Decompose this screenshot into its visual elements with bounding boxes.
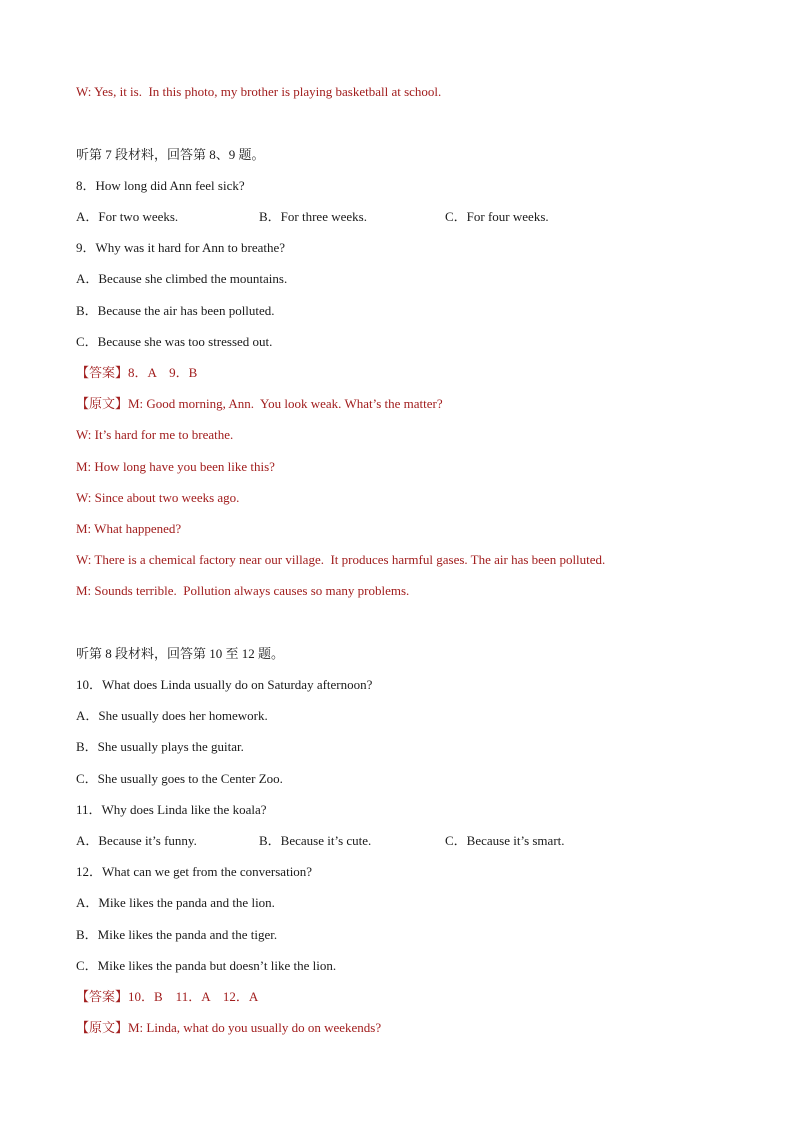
option-a: A．Because she climbed the mountains. bbox=[76, 271, 288, 286]
question-9: 9．Why was it hard for Ann to breathe? bbox=[76, 240, 286, 255]
option-c: C．Because it’s smart. bbox=[445, 833, 565, 848]
option-c: C．Mike likes the panda but doesn’t like the lion. bbox=[76, 958, 337, 973]
question-12: 12．What can we get from the conversation? bbox=[76, 864, 313, 879]
question-8: 8．How long did Ann feel sick? bbox=[76, 178, 245, 193]
option-a: A．Because it’s funny. bbox=[76, 833, 197, 848]
option-c: C．For four weeks. bbox=[445, 209, 549, 224]
section-heading: 听第 8 段材料，回答第 10 至 12 题。 bbox=[76, 646, 285, 661]
transcript-line: W: There is a chemical factory near our village. It produces harmful gases. The air has been polluted. bbox=[76, 552, 606, 567]
transcript-line: W: Since about two weeks ago. bbox=[76, 490, 240, 505]
transcript-line: M: Sounds terrible. Pollution always causes so many problems. bbox=[76, 583, 410, 598]
option-a: A．Mike likes the panda and the lion. bbox=[76, 895, 275, 910]
option-b: B．Mike likes the panda and the tiger. bbox=[76, 927, 278, 942]
option-b: B．She usually plays the guitar. bbox=[76, 739, 244, 754]
question-10: 10．What does Linda usually do on Saturday afternoon? bbox=[76, 677, 373, 692]
transcript-line: 【原文】M: Linda, what do you usually do on weekends? bbox=[76, 1020, 382, 1035]
section-heading: 听第 7 段材料，回答第 8、9 题。 bbox=[76, 147, 265, 162]
answer-line: 【答案】8．A 9．B bbox=[76, 365, 198, 380]
dialogue-line: W: Yes, it is. In this photo, my brother is playing basketball at school. bbox=[76, 84, 442, 99]
option-b: B．Because the air has been polluted. bbox=[76, 303, 275, 318]
transcript-line: 【原文】M: Good morning, Ann. You look weak. What’s the matter? bbox=[76, 396, 443, 411]
option-b: B．For three weeks. bbox=[259, 209, 367, 224]
transcript-line: M: How long have you been like this? bbox=[76, 459, 275, 474]
option-a: A．She usually does her homework. bbox=[76, 708, 268, 723]
transcript-line: W: It’s hard for me to breathe. bbox=[76, 427, 234, 442]
transcript-line: M: What happened? bbox=[76, 521, 182, 536]
option-c: C．She usually goes to the Center Zoo. bbox=[76, 771, 283, 786]
option-c: C．Because she was too stressed out. bbox=[76, 334, 273, 349]
question-11: 11．Why does Linda like the koala? bbox=[76, 802, 267, 817]
answer-line: 【答案】10．B 11．A 12．A bbox=[76, 989, 259, 1004]
option-b: B．Because it’s cute. bbox=[259, 833, 372, 848]
option-a: A．For two weeks. bbox=[76, 209, 179, 224]
